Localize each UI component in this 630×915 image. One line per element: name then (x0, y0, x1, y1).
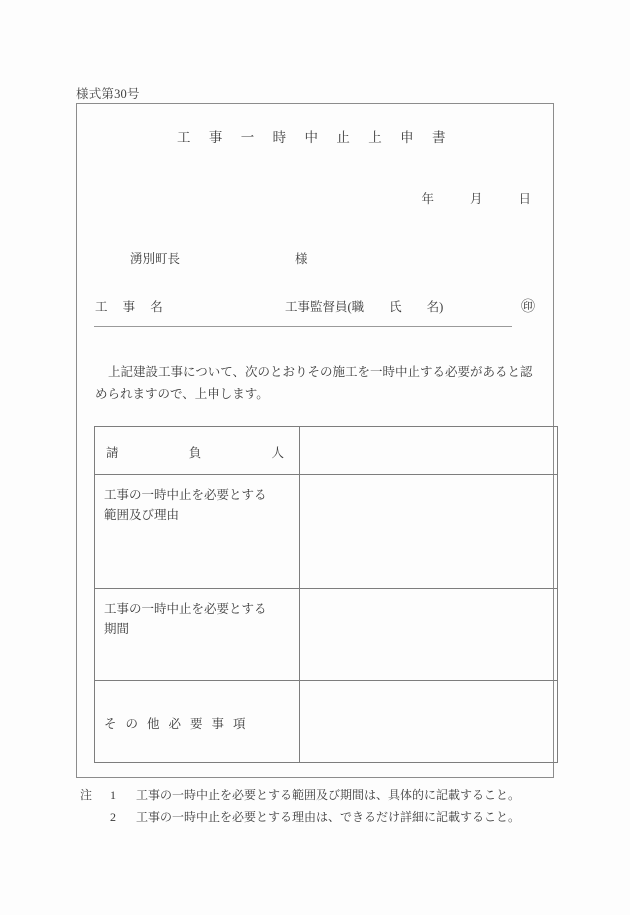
contractor-label-part-1: 請 (106, 445, 119, 460)
table-row-label-period (95, 589, 300, 681)
period-label-line2: 期間 (104, 622, 130, 636)
addressee-row (130, 249, 308, 267)
period-label-line1: 工事の一時中止を必要とする (104, 602, 267, 616)
addressee-recipient: 湧別町長 (130, 252, 181, 266)
other-label-text: その他必要事項 (104, 716, 255, 731)
table-row (95, 589, 558, 681)
note-number: 1 (110, 788, 116, 802)
table-cell-scope-reason-value[interactable] (300, 475, 558, 589)
notes-label: 注 (80, 788, 93, 802)
date-day-label: 日 (518, 192, 531, 206)
contractor-label-part-2: 負 (188, 445, 202, 460)
table-row (95, 475, 558, 589)
body-paragraph: 上記建設工事について、次のとおりその施工を一時中止する必要があると認められますので、上申します。 (95, 365, 533, 401)
note-item (80, 806, 520, 828)
note-text: 工事の一時中止を必要とする理由は、できるだけ詳細に記載すること。 (136, 810, 521, 825)
page-title (77, 126, 553, 146)
supervisor-label: 工事監督員(職 氏 名) (285, 300, 444, 314)
form-number: 様式第30号 (76, 87, 140, 101)
table-row (95, 427, 558, 475)
date-month-label: 月 (469, 192, 483, 206)
page-title-text: 工 事 一 時 中 止 上 申 書 (177, 130, 453, 145)
table-cell-period-value[interactable] (300, 589, 558, 681)
note-number: 2 (110, 810, 116, 825)
seal-stamp-icon: ㊞ (521, 300, 535, 315)
notes-label-spacer (80, 806, 110, 828)
date-year-label: 年 (421, 192, 434, 206)
table-row-label-scope-reason (95, 475, 300, 589)
form-table (94, 426, 558, 763)
table-row (95, 681, 558, 763)
signature-underline (94, 326, 512, 327)
table-cell-contractor-value[interactable] (300, 427, 558, 475)
contractor-label-spread (104, 443, 290, 463)
note-text: 工事の一時中止を必要とする範囲及び期間は、具体的に記載すること。 (136, 788, 521, 802)
table-row-label-contractor (95, 427, 300, 475)
notes-section (80, 784, 520, 828)
table-cell-other-value[interactable] (300, 681, 558, 763)
scope-reason-label-line1: 工事の一時中止を必要とする (104, 488, 267, 502)
construction-name-label: 工 事 名 (95, 300, 169, 314)
note-item (80, 784, 520, 806)
date-line (421, 189, 531, 207)
form-frame (76, 103, 554, 778)
table-row-label-other (95, 681, 300, 763)
signature-row (95, 296, 535, 316)
addressee-honorific: 様 (295, 252, 308, 266)
scope-reason-label-line2: 範囲及び理由 (104, 508, 180, 522)
contractor-label-part-3: 人 (271, 445, 284, 460)
